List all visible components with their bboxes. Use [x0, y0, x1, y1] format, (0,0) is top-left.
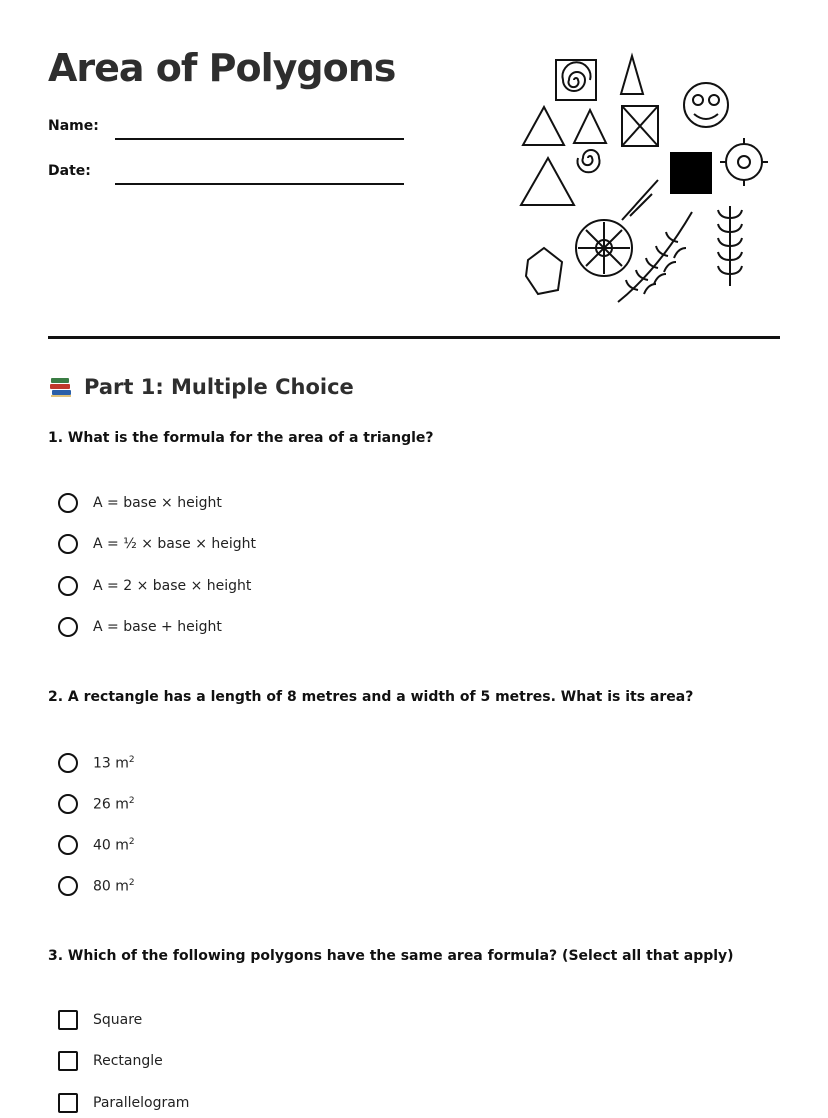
triangle-icon [621, 56, 643, 94]
q2-option-a[interactable] [58, 750, 135, 776]
question-1: 1. What is the formula for the area of a triangle? [48, 430, 434, 446]
date-line[interactable] [115, 183, 404, 185]
triangle-icon [523, 107, 564, 145]
page-title: Area of Polygons [48, 46, 396, 90]
option-label: Square [93, 1012, 143, 1028]
option-label: 13 $m^2$ [93, 754, 135, 772]
checkbox[interactable] [58, 1010, 78, 1030]
section-title-text: Part 1: Multiple Choice [84, 375, 354, 399]
option-label: A = ½ × base × height [93, 536, 257, 552]
section-heading [48, 374, 354, 400]
option-label: 80 $m^2$ [93, 877, 135, 895]
option-label: Rectangle [93, 1053, 163, 1069]
radio-button[interactable] [58, 534, 78, 554]
fern-icon [618, 212, 692, 302]
option-label: A = base + height [93, 619, 222, 635]
triangle-icon [521, 158, 574, 205]
q3-option-a[interactable] [58, 1007, 142, 1033]
radio-button[interactable] [58, 876, 78, 896]
triangle-icon [574, 110, 606, 143]
q1-option-a[interactable] [58, 490, 222, 516]
q1-option-d[interactable] [58, 614, 222, 640]
pentagon-icon [526, 248, 562, 294]
option-label: 26 $m^2$ [93, 795, 135, 813]
mask-icon [684, 83, 728, 127]
option-label: A = 2 × base × height [93, 578, 252, 594]
checkbox[interactable] [58, 1051, 78, 1071]
name-field[interactable] [48, 118, 408, 142]
question-3: 3. Which of the following polygons have the same area formula? (Select all that apply) [48, 948, 734, 964]
divider-rule [48, 336, 780, 339]
feather-icon [622, 180, 658, 220]
q1-option-b[interactable] [58, 531, 256, 557]
q3-option-b[interactable] [58, 1048, 163, 1074]
spiral-icon [578, 150, 600, 172]
date-label: Date: [48, 163, 91, 179]
radio-button[interactable] [58, 835, 78, 855]
radio-button[interactable] [58, 576, 78, 596]
q2-option-c[interactable] [58, 832, 135, 858]
option-label: A = base × height [93, 495, 222, 511]
question-2: 2. A rectangle has a length of 8 metres and a width of 5 metres. What is its area? [48, 689, 694, 705]
option-label: 40 $m^2$ [93, 836, 135, 854]
option-label: Parallelogram [93, 1095, 190, 1111]
name-line[interactable] [115, 138, 404, 140]
spiral-icon [563, 62, 591, 91]
q3-option-c[interactable] [58, 1090, 189, 1116]
radio-button[interactable] [58, 493, 78, 513]
radio-button[interactable] [58, 753, 78, 773]
q2-option-b[interactable] [58, 791, 135, 817]
q1-option-c[interactable] [58, 573, 251, 599]
books-icon [48, 374, 74, 400]
name-label: Name: [48, 118, 99, 134]
q2-option-d[interactable] [58, 873, 135, 899]
black-square-icon [670, 152, 712, 194]
radio-button[interactable] [58, 617, 78, 637]
radio-button[interactable] [58, 794, 78, 814]
date-field[interactable] [48, 163, 408, 187]
decorative-shapes-illustration [518, 50, 770, 310]
checkbox[interactable] [58, 1093, 78, 1113]
flower-icon [726, 144, 762, 180]
